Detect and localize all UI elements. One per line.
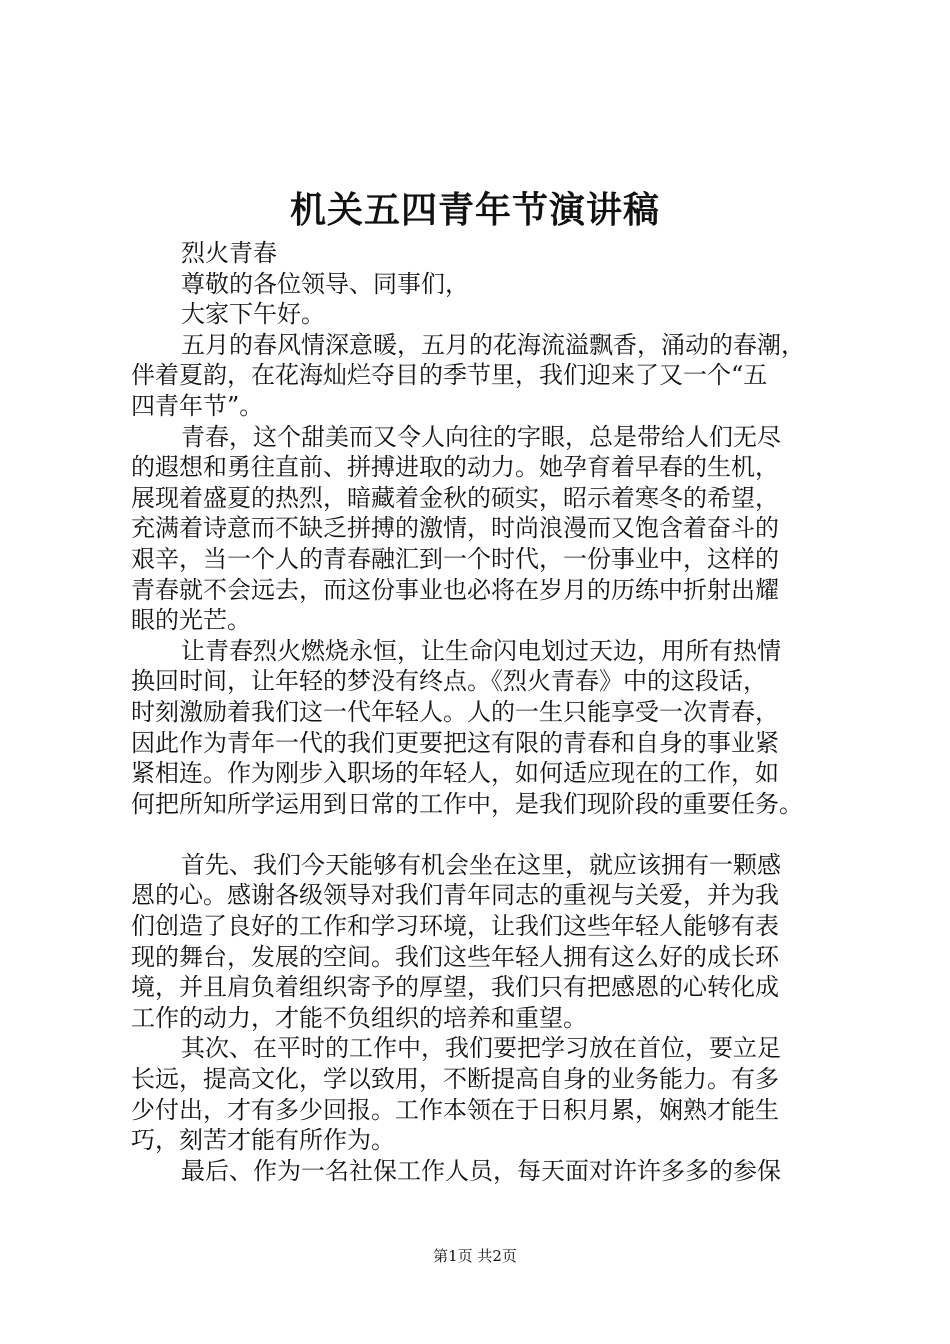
text-line: 的遐想和勇往直前、拼搏进取的动力。她孕育着早春的生机， xyxy=(131,453,779,482)
text-line: 紧相连。作为刚步入职场的年轻人，如何适应现在的工作，如 xyxy=(131,759,779,788)
text-line: 长远，提高文化，学以致用，不断提高自身的业务能力。有多 xyxy=(131,1065,779,1094)
text-line: 现的舞台，发展的空间。我们这些年轻人拥有这么好的成长环 xyxy=(131,942,779,971)
page-footer: 第1页 共2页 xyxy=(433,1247,517,1265)
text-line: 四青年节”。 xyxy=(131,391,264,420)
text-line: 眼的光芒。 xyxy=(131,606,251,635)
text-line: 其次、在平时的工作中，我们要把学习放在首位，要立足 xyxy=(181,1034,781,1063)
text-line: 何把所知所学运用到日常的工作中，是我们现阶段的重要任务。 xyxy=(131,789,803,818)
text-line: 首先、我们今天能够有机会坐在这里，就应该拥有一颗感 xyxy=(181,850,781,879)
document-body xyxy=(131,238,831,1186)
text-line: 们创造了良好的工作和学习环境，让我们这些年轻人能够有表 xyxy=(131,912,779,941)
document-title: 机关五四青年节演讲稿 xyxy=(289,189,660,231)
text-line: 大家下午好。 xyxy=(181,300,325,329)
text-line: 恩的心。感谢各级领导对我们青年同志的重视与关爱，并为我 xyxy=(131,881,779,910)
text-line: 少付出，才有多少回报。工作本领在于日积月累，娴熟才能生 xyxy=(131,1095,779,1124)
text-line: 艰辛，当一个人的青春融汇到一个时代，一份事业中，这样的 xyxy=(131,544,779,573)
text-line: 最后、作为一名社保工作人员，每天面对许许多多的参保 xyxy=(181,1156,781,1185)
text-line: 巧，刻苦才能有所作为。 xyxy=(131,1126,395,1155)
text-line: 工作的动力，才能不负组织的培养和重望。 xyxy=(131,1003,587,1032)
text-line: 青春就不会远去，而这份事业也必将在岁月的历练中折射出耀 xyxy=(131,575,779,604)
text-line: 烈火青春 xyxy=(181,239,277,267)
text-line: 伴着夏韵，在花海灿烂夺目的季节里，我们迎来了又一个“五 xyxy=(131,361,768,390)
text-line: 让青春烈火燃烧永恒，让生命闪电划过天边，用所有热情 xyxy=(181,636,781,665)
blank-line xyxy=(131,819,831,850)
text-line: 展现着盛夏的热烈，暗藏着金秋的硕实，昭示着寒冬的希望， xyxy=(131,483,779,512)
text-line: 尊敬的各位领导、同事们， xyxy=(181,269,469,298)
text-line: 换回时间，让年轻的梦没有终点。《烈火青春》中的这段话， xyxy=(131,667,767,696)
text-line: 五月的春风情深意暖，五月的花海流溢飘香，涌动的春潮， xyxy=(181,330,805,359)
text-line: 青春，这个甜美而又令人向往的字眼，总是带给人们无尽 xyxy=(181,422,781,451)
text-line: 时刻激励着我们这一代年轻人。人的一生只能享受一次青春， xyxy=(131,697,779,726)
text-line: 境，并且肩负着组织寄予的厚望，我们只有把感恩的心转化成 xyxy=(131,973,779,1002)
text-line: 充满着诗意而不缺乏拼搏的激情，时尚浪漫而又饱含着奋斗的 xyxy=(131,514,779,543)
text-line: 因此作为青年一代的我们更要把这有限的青春和自身的事业紧 xyxy=(131,728,779,757)
